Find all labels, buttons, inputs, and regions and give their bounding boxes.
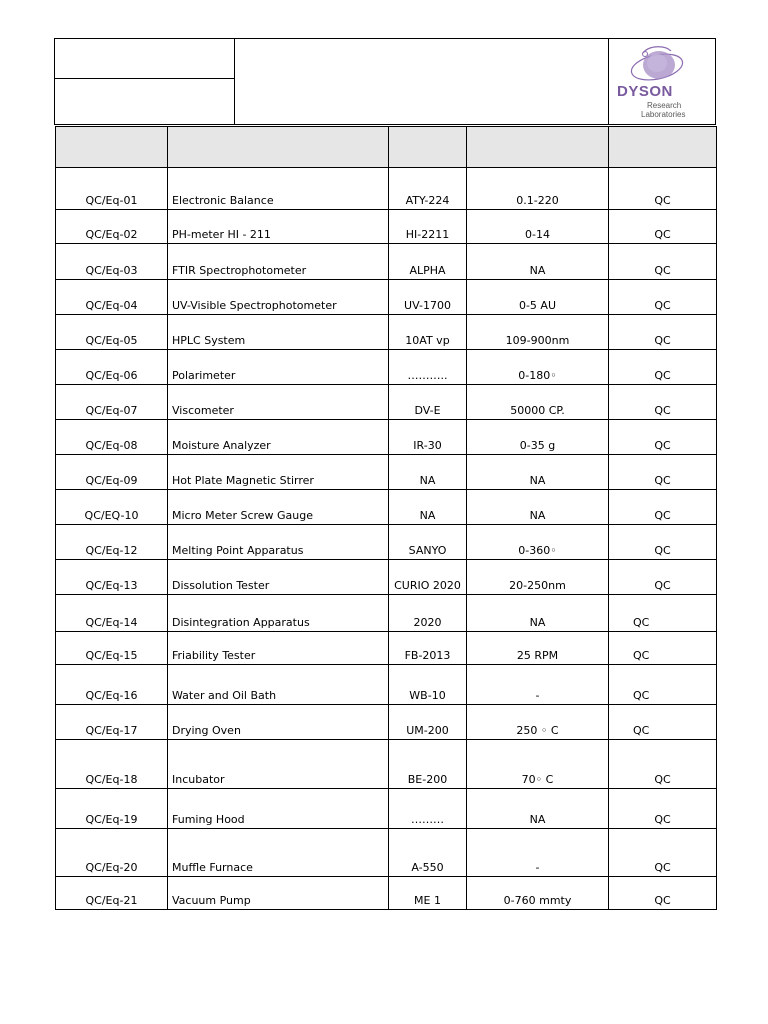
equipment-department: QC [609,315,717,350]
equipment-model: ATY-224 [389,168,467,210]
equipment-model: CURIO 2020 [389,560,467,595]
equipment-department: QC [609,168,717,210]
equipment-model: UV-1700 [389,280,467,315]
table-row [56,525,717,560]
equipment-code: QC/Eq-16 [56,665,168,705]
equipment-model: IR-30 [389,420,467,455]
equipment-range: NA [467,789,609,829]
equipment-range: 0-180◦ [467,350,609,385]
equipment-table-body [56,168,717,910]
table-row [56,315,717,350]
equipment-range: 50000 CP. [467,385,609,420]
equipment-model: HI-2211 [389,210,467,244]
table-row [56,385,717,420]
equipment-department: QC [609,385,717,420]
equipment-range: 25 RPM [467,632,609,665]
equipment-range: 0-760 mmty [467,877,609,910]
equipment-department: QC [609,789,717,829]
column-header-code [56,127,168,168]
equipment-model: FB-2013 [389,632,467,665]
table-row [56,210,717,244]
equipment-table [55,126,717,910]
table-row [56,350,717,385]
equipment-code: QC/Eq-05 [56,315,168,350]
equipment-code: QC/Eq-02 [56,210,168,244]
equipment-department: QC [609,705,717,740]
equipment-department: QC [609,525,717,560]
header-cell-top-left [55,39,235,79]
equipment-department: QC [609,490,717,525]
equipment-code: QC/Eq-09 [56,455,168,490]
table-row [56,244,717,280]
equipment-department: QC [609,740,717,789]
equipment-model: DV-E [389,385,467,420]
logo-name: DYSON [617,83,673,100]
equipment-name: Melting Point Apparatus [168,525,389,560]
equipment-model: 2020 [389,595,467,632]
equipment-name: Disintegration Apparatus [168,595,389,632]
equipment-range: 250 ◦ C [467,705,609,740]
equipment-code: QC/Eq-07 [56,385,168,420]
equipment-range: 70◦ C [467,740,609,789]
equipment-code: QC/Eq-14 [56,595,168,632]
equipment-range: NA [467,244,609,280]
equipment-department: QC [609,350,717,385]
dyson-logo-icon [621,43,701,85]
document-header [54,38,716,125]
logo [609,39,715,124]
column-header-department [609,127,717,168]
equipment-range: 0-5 AU [467,280,609,315]
equipment-name: Water and Oil Bath [168,665,389,705]
table-row [56,280,717,315]
equipment-department: QC [609,632,717,665]
equipment-code: QC/Eq-17 [56,705,168,740]
equipment-code: QC/Eq-06 [56,350,168,385]
equipment-model: UM-200 [389,705,467,740]
equipment-department: QC [609,829,717,877]
table-row [56,455,717,490]
equipment-range: NA [467,490,609,525]
table-row [56,420,717,455]
equipment-name: HPLC System [168,315,389,350]
equipment-code: QC/Eq-21 [56,877,168,910]
logo-subtitle-laboratories: Laboratories [641,110,686,119]
equipment-model: SANYO [389,525,467,560]
equipment-range: 0-14 [467,210,609,244]
equipment-department: QC [609,280,717,315]
equipment-code: QC/Eq-20 [56,829,168,877]
equipment-name: Hot Plate Magnetic Stirrer [168,455,389,490]
equipment-model: A-550 [389,829,467,877]
table-row [56,740,717,789]
equipment-name: Electronic Balance [168,168,389,210]
equipment-department: QC [609,210,717,244]
equipment-model: ……….. [389,350,467,385]
equipment-name: Vacuum Pump [168,877,389,910]
column-header-range [467,127,609,168]
table-row [56,789,717,829]
equipment-range: - [467,665,609,705]
equipment-range: 0-35 g [467,420,609,455]
logo-subtitle-research: Research [647,101,682,110]
equipment-range: 20-250nm [467,560,609,595]
equipment-model: ME 1 [389,877,467,910]
equipment-department: QC [609,244,717,280]
equipment-name: Moisture Analyzer [168,420,389,455]
equipment-department: QC [609,560,717,595]
equipment-range: NA [467,595,609,632]
table-row [56,665,717,705]
equipment-model: WB-10 [389,665,467,705]
equipment-model: BE-200 [389,740,467,789]
equipment-name: Friability Tester [168,632,389,665]
table-header-row [56,127,717,168]
equipment-model: 10AT vp [389,315,467,350]
equipment-range: 0-360◦ [467,525,609,560]
equipment-department: QC [609,455,717,490]
equipment-code: QC/Eq-19 [56,789,168,829]
table-row [56,632,717,665]
equipment-model: ……… [389,789,467,829]
equipment-department: QC [609,877,717,910]
equipment-department: QC [609,595,717,632]
equipment-name: Micro Meter Screw Gauge [168,490,389,525]
equipment-department: QC [609,665,717,705]
equipment-code: QC/Eq-04 [56,280,168,315]
equipment-name: Dissolution Tester [168,560,389,595]
table-row [56,595,717,632]
table-row [56,705,717,740]
equipment-code: QC/Eq-03 [56,244,168,280]
equipment-code: QC/Eq-18 [56,740,168,789]
equipment-model: ALPHA [389,244,467,280]
equipment-code: QC/Eq-01 [56,168,168,210]
equipment-name: UV-Visible Spectrophotometer [168,280,389,315]
equipment-range: 109-900nm [467,315,609,350]
table-row [56,829,717,877]
table-row [56,168,717,210]
header-cell-bottom-left [55,79,235,124]
equipment-name: Muffle Furnace [168,829,389,877]
equipment-name: Polarimeter [168,350,389,385]
equipment-department: QC [609,420,717,455]
equipment-code: QC/Eq-13 [56,560,168,595]
equipment-name: PH-meter HI - 211 [168,210,389,244]
equipment-code: QC/EQ-10 [56,490,168,525]
equipment-code: QC/Eq-08 [56,420,168,455]
table-row [56,560,717,595]
equipment-name: Drying Oven [168,705,389,740]
equipment-code: QC/Eq-15 [56,632,168,665]
equipment-model: NA [389,490,467,525]
column-header-equipment [168,127,389,168]
equipment-name: FTIR Spectrophotometer [168,244,389,280]
column-header-model [389,127,467,168]
equipment-model: NA [389,455,467,490]
equipment-code: QC/Eq-12 [56,525,168,560]
equipment-name: Incubator [168,740,389,789]
equipment-range: - [467,829,609,877]
header-cell-title [235,39,609,124]
equipment-range: 0.1-220 [467,168,609,210]
equipment-range: NA [467,455,609,490]
equipment-name: Viscometer [168,385,389,420]
table-row [56,877,717,910]
equipment-name: Fuming Hood [168,789,389,829]
table-row [56,490,717,525]
